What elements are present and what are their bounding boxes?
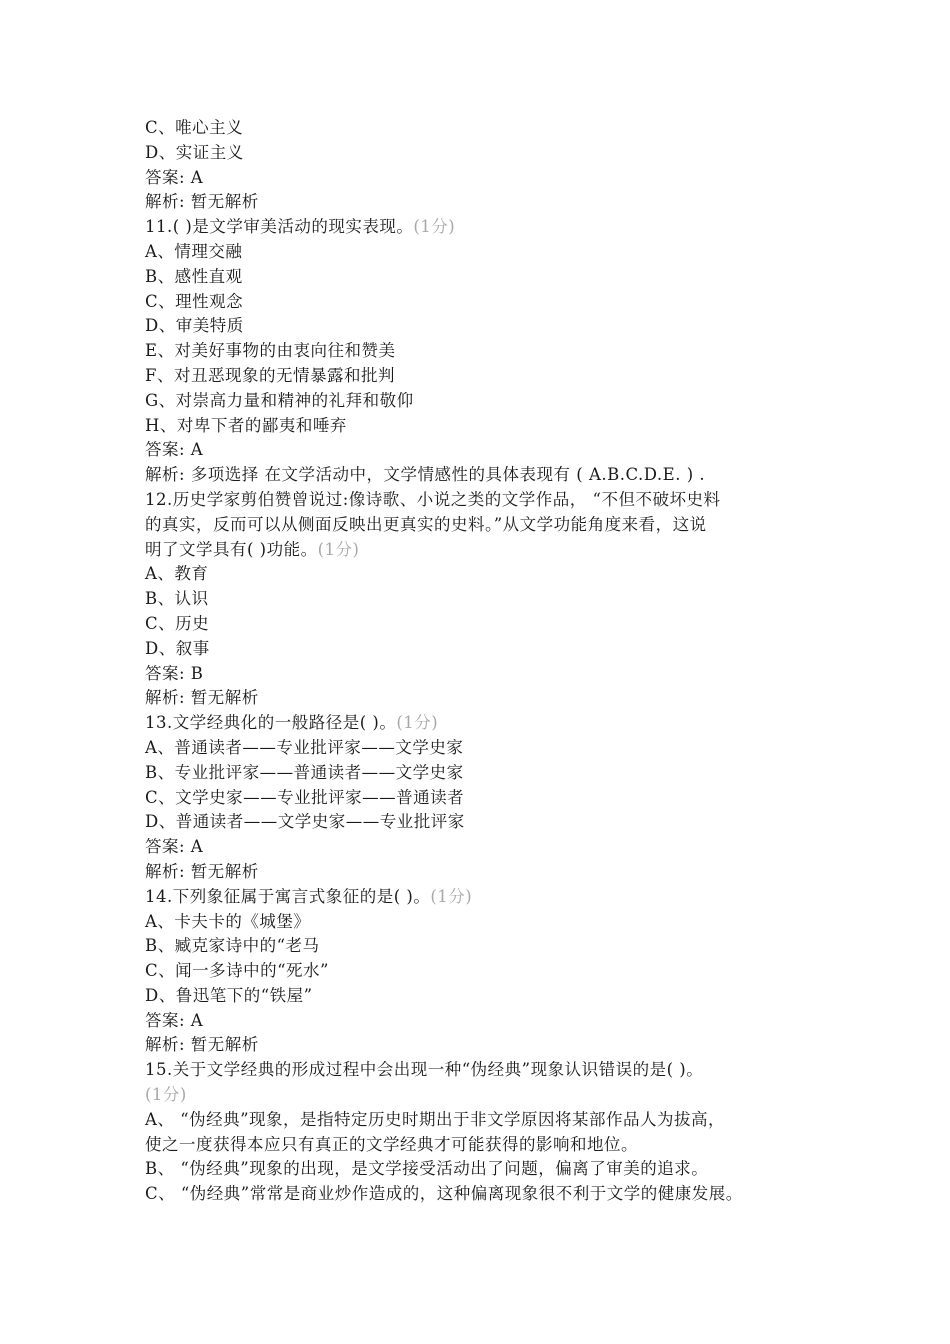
q13-option-d: D、普通读者——文学史家——专业批评家 [145, 812, 465, 832]
q13-option-b: B、专业批评家——普通读者——文学史家 [145, 762, 464, 782]
q13-stem-text: 13.文学经典化的一般路径是( )。 [145, 713, 397, 733]
q14-stem [145, 885, 835, 910]
q12-stem-line1: 12.历史学家剪伯赞曾说过:像诗歌、小说之类的文学作品， “不但不破坏史料 [145, 489, 721, 509]
q13-stem [145, 711, 835, 736]
q12-analysis: 解析: 暂无解析 [145, 688, 259, 708]
q15-option-c: C、 “伪经典”常常是商业炒作造成的，这种偏离现象很不利于文学的健康发展。 [145, 1184, 743, 1204]
q14-stem-text: 14.下列象征属于寓言式象征的是( )。 [145, 886, 431, 906]
q13-option-a: A、普通读者——专业批评家——文学史家 [145, 737, 464, 757]
q10-analysis: 解析: 暂无解析 [145, 192, 259, 212]
q14-answer: 答案: A [145, 1010, 204, 1030]
q12-stem-line2: 的真实，反而可以从侧面反映出更真实的史料。”从文学功能角度来看，这说 [145, 514, 707, 534]
q12-stem-line3 [145, 538, 835, 563]
q15-option-a-line2: 使之一度获得本应只有真正的文学经典才可能获得的影响和地位。 [145, 1134, 638, 1154]
q15-stem: 15.关于文学经典的形成过程中会出现一种“伪经典”现象认识错误的是( )。 [145, 1060, 704, 1080]
q11-option-g: G、对崇高力量和精神的礼拜和敬仰 [145, 390, 414, 410]
q12-option-c: C、历史 [145, 613, 210, 633]
q15-score: (1分) [145, 1085, 187, 1105]
q14-score: (1分) [430, 886, 473, 906]
q14-option-b: B、臧克家诗中的“老马 [145, 936, 320, 956]
q10-option-d: D、实证主义 [145, 142, 244, 162]
q11-option-f: F、对丑恶现象的无情暴露和批判 [145, 365, 395, 385]
q12-option-b: B、认识 [145, 589, 209, 609]
q11-option-b: B、感性直观 [145, 266, 243, 286]
q12-option-a: A、教育 [145, 564, 209, 584]
q10-answer: 答案: A [145, 167, 204, 187]
q15-option-a-line1: A、 “伪经典”现象，是指特定历史时期出于非文学原因将某部作品人为拔高， [145, 1109, 726, 1129]
document-page [145, 116, 835, 1207]
q11-analysis: 解析: 多项选择 在文学活动中，文学情感性的具体表现有 ( A.B.C.D.E. ) . [145, 465, 706, 485]
q15-option-b: B、 “伪经典”现象的出现，是文学接受活动出了问题，偏离了审美的追求。 [145, 1159, 709, 1179]
q11-score: (1分) [413, 217, 456, 237]
q12-stem-text: 明了文学具有( )功能。 [145, 539, 318, 559]
q11-option-a: A、情理交融 [145, 241, 243, 261]
q10-option-c: C、唯心主义 [145, 118, 244, 137]
q12-answer: 答案: B [145, 663, 204, 683]
q14-option-d: D、鲁迅笔下的“铁屋” [145, 985, 313, 1005]
q13-answer: 答案: A [145, 837, 204, 857]
q13-option-c: C、文学史家——专业批评家——普通读者 [145, 787, 465, 807]
q12-option-d: D、叙事 [145, 638, 210, 658]
q14-option-a: A、卡夫卡的《城堡》 [145, 911, 311, 931]
q14-option-c: C、闻一多诗中的“死水” [145, 961, 329, 981]
q11-option-e: E、对美好事物的由衷向往和赞美 [145, 341, 396, 361]
q11-option-d: D、审美特质 [145, 316, 244, 336]
q13-analysis: 解析: 暂无解析 [145, 861, 259, 881]
q13-score: (1分) [396, 713, 439, 733]
q14-analysis: 解析: 暂无解析 [145, 1035, 259, 1055]
q12-score: (1分) [317, 539, 360, 559]
q11-stem-text: 11.( )是文学审美活动的现实表现。 [145, 217, 414, 237]
q11-stem [145, 215, 835, 240]
q11-option-h: H、对卑下者的鄙夷和唾弃 [145, 415, 347, 435]
q11-option-c: C、理性观念 [145, 291, 244, 311]
q11-answer: 答案: A [145, 440, 204, 460]
